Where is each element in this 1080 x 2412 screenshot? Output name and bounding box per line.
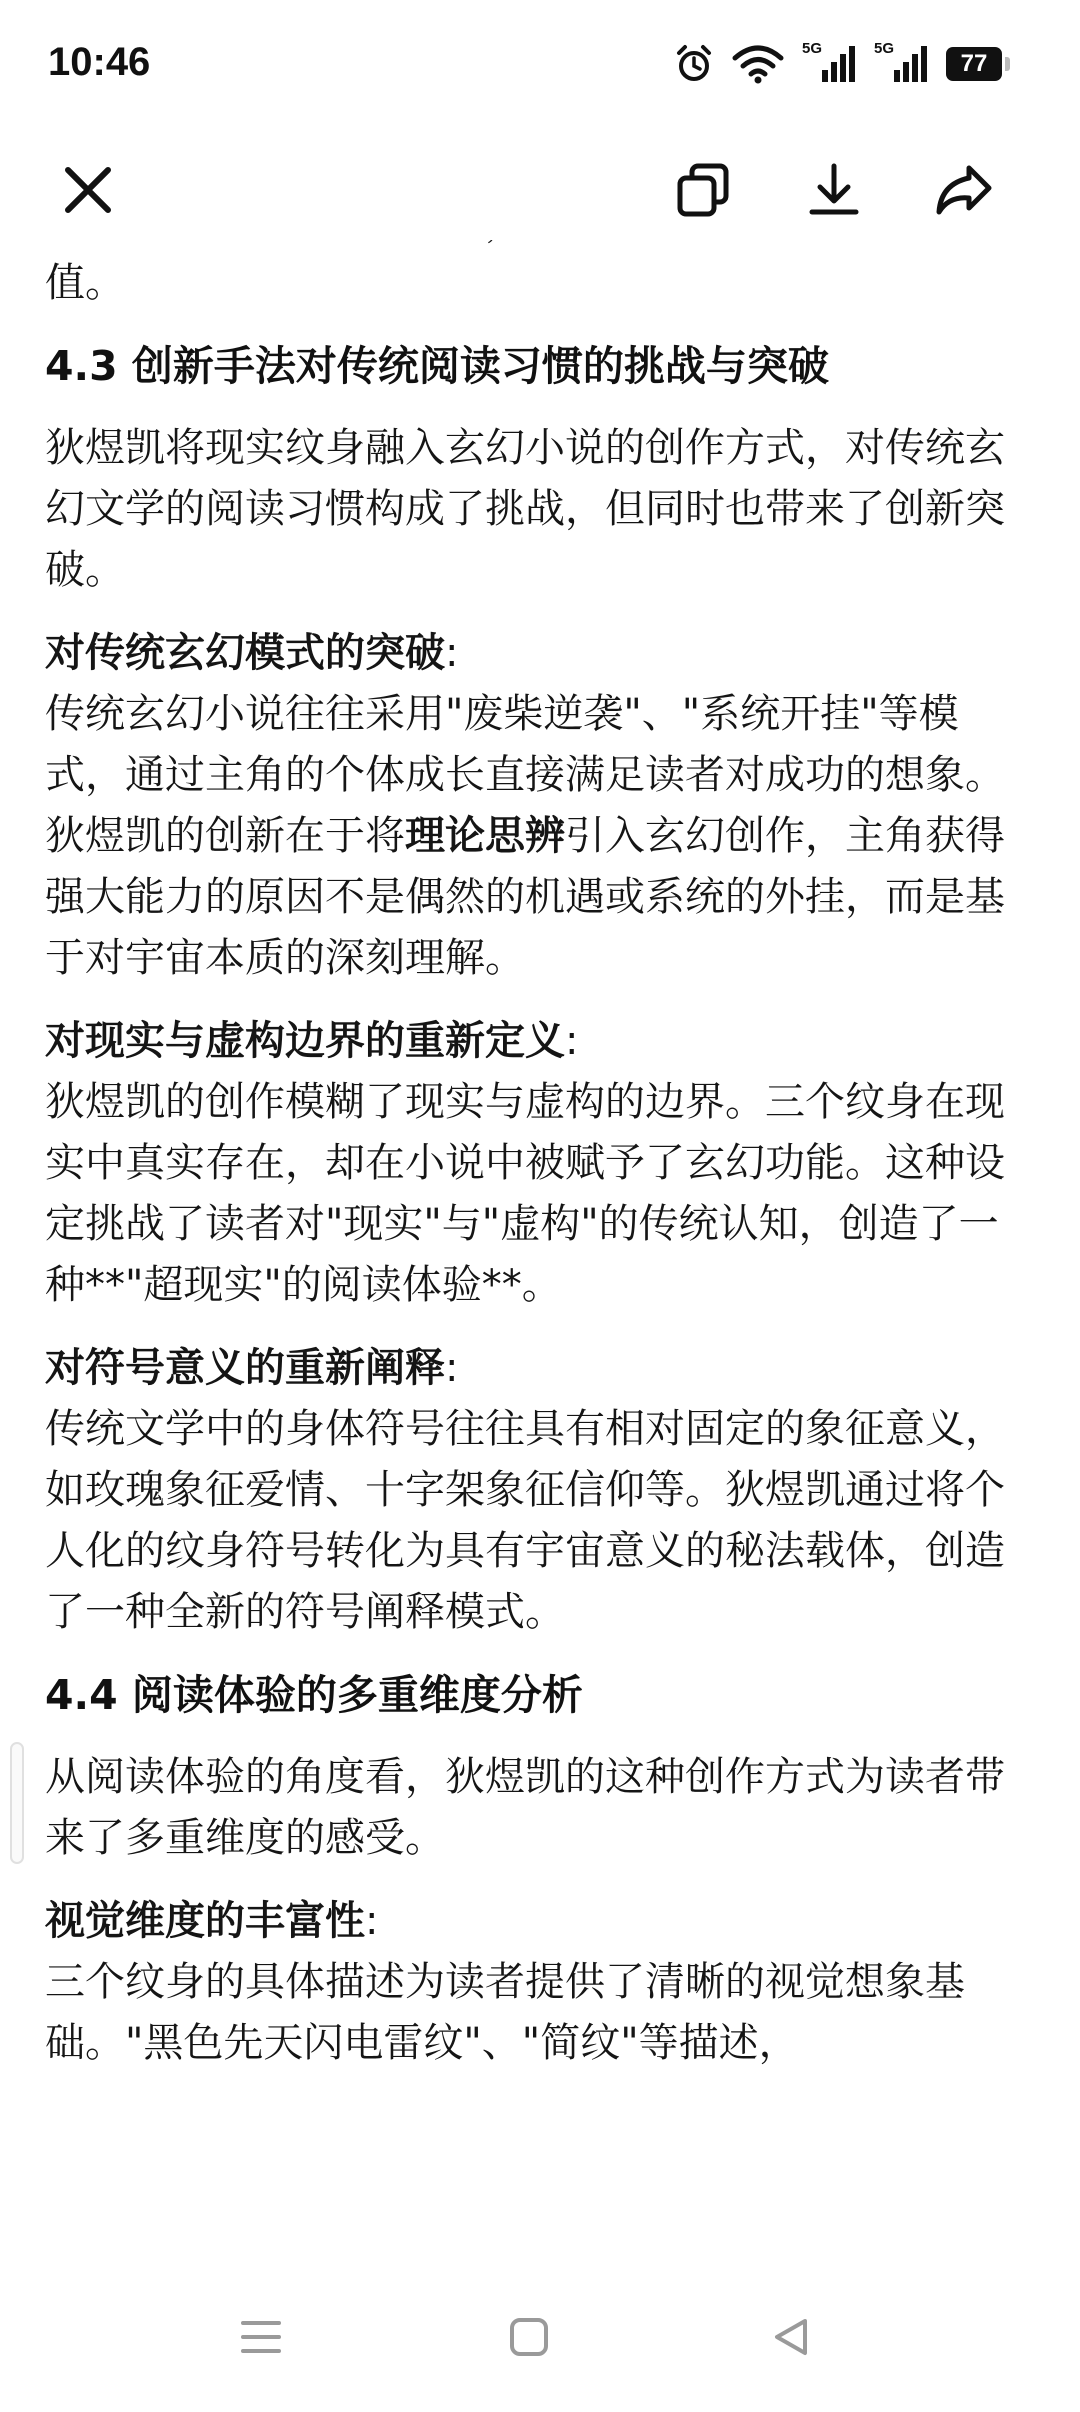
close-button[interactable] — [48, 150, 128, 230]
label-colon: : — [445, 1345, 459, 1391]
paragraph-intro-4-3: 狄煜凯将现实纹身融入玄幻小说的创作方式，对传统玄幻文学的阅读习惯构成了挑战，但同时也带来了创新突破。 — [45, 425, 1005, 593]
home-button[interactable] — [494, 2302, 564, 2372]
label-colon: : — [445, 630, 459, 676]
share-icon — [933, 160, 995, 220]
network-type-label: 5G — [874, 40, 895, 57]
status-bar — [0, 0, 1080, 140]
paragraph-end: 值。 — [45, 260, 125, 306]
viewer-toolbar — [0, 140, 1080, 240]
signal-5g-1 — [802, 40, 856, 84]
label-colon: : — [565, 1018, 579, 1064]
network-type-label: 5G — [802, 40, 823, 57]
recent-apps-button[interactable] — [226, 2302, 296, 2372]
signal-5g-2 — [874, 40, 928, 84]
subsection-text: 狄煜凯的创作模糊了现实与虚构的边界。三个纹身在现实中真实存在，却在小说中被赋予了玄幻功能。这种设定挑战了读者对"现实"与"虚构"的传统认知，创造了一种**"超现实"的阅读体验**。 — [45, 1079, 1005, 1308]
copy-icon — [674, 160, 734, 220]
label-colon: : — [365, 1898, 379, 1944]
signal-bars-icon — [874, 44, 928, 84]
battery-indicator: 77 — [946, 47, 1002, 81]
subsection-label: 对现实与虚构边界的重新定义 — [45, 1018, 565, 1064]
copy-button[interactable] — [664, 150, 744, 230]
status-icons — [674, 40, 1002, 84]
section-heading-4-3: 4.3 创新手法对传统阅读习惯的挑战与突破 — [45, 342, 829, 390]
signal-bars-icon — [802, 44, 856, 84]
menu-icon — [239, 2317, 283, 2357]
subsection-text: 三个纹身的具体描述为读者提供了清晰的视觉想象基础。"黑色先天闪电雷纹"、"简纹"等描述， — [45, 1959, 965, 2066]
subsection-visual-dimension — [45, 1891, 1035, 2074]
emphasis-text: 理论思辨 — [405, 813, 565, 859]
subsection-label: 视觉维度的丰富性 — [45, 1898, 365, 1944]
subsection-text: 传统玄幻小说往往采用"废柴逆袭"、"系统开挂"等模式，通过主角的个体成长直接满足读者对成功的想象。狄煜凯的创新在于将 — [45, 691, 1005, 859]
subsection-text: 引入玄幻创作，主角获得强大能力的原因不是偶然的机遇或系统的外挂，而是基于对宇宙本质的深刻理解。 — [45, 813, 1005, 981]
wifi-icon — [732, 44, 784, 84]
subsection-traditional-mode — [45, 623, 1035, 989]
system-nav-bar — [0, 2262, 1080, 2412]
home-square-icon — [507, 2315, 551, 2359]
back-triangle-icon — [769, 2315, 813, 2359]
subsection-reality-fiction — [45, 1011, 1035, 1316]
back-button[interactable] — [756, 2302, 826, 2372]
status-time: 10:46 — [48, 40, 151, 84]
share-button[interactable] — [924, 150, 1004, 230]
download-button[interactable] — [794, 150, 874, 230]
subsection-label: 对符号意义的重新阐释 — [45, 1345, 445, 1391]
close-icon — [60, 162, 116, 218]
subsection-text: 传统文学中的身体符号往往具有相对固定的象征意义，如玫瑰象征爱情、十字架象征信仰等。狄煜凯通过将个人化的纹身符号转化为具有宇宙意义的秘法载体，创造了一种全新的符号阐释模式。 — [45, 1406, 1005, 1635]
scroll-handle[interactable] — [10, 1742, 24, 1864]
article-content — [45, 222, 1035, 2262]
subsection-label: 对传统玄幻模式的突破 — [45, 630, 445, 676]
download-icon — [804, 160, 864, 220]
alarm-icon — [674, 44, 714, 84]
section-heading-4-4: 4.4 阅读体验的多重维度分析 — [45, 1671, 583, 1719]
subsection-symbol-meaning — [45, 1338, 1035, 1643]
paragraph-intro-4-4: 从阅读体验的角度看，狄煜凯的这种创作方式为读者带来了多重维度的感受。 — [45, 1754, 1005, 1861]
